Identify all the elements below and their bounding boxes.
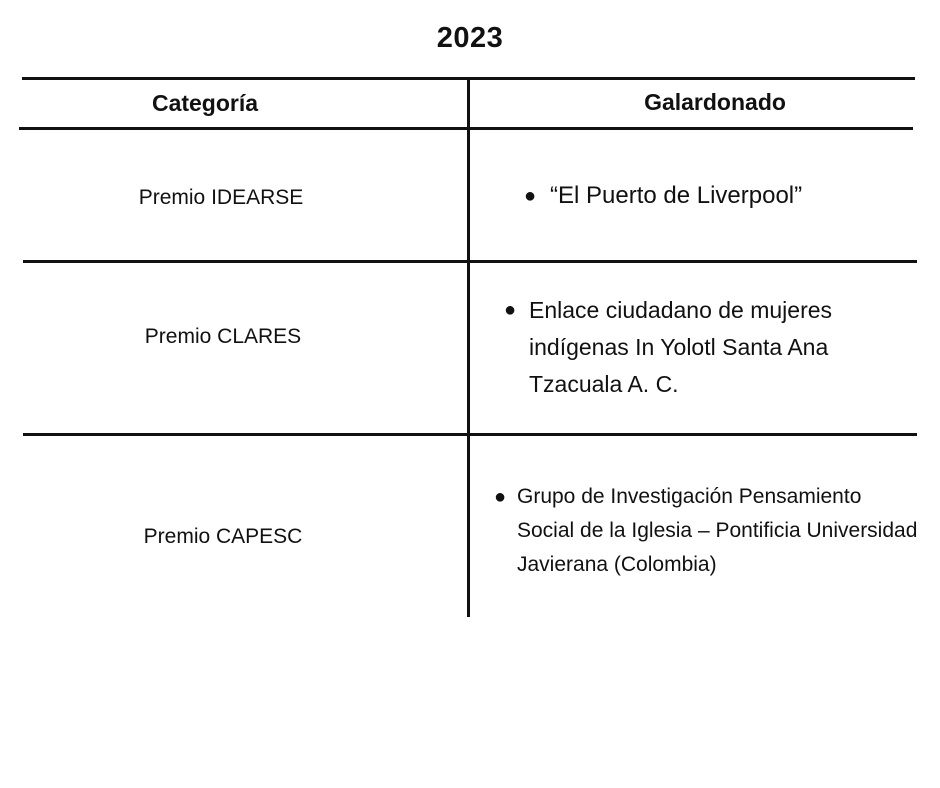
column-divider <box>467 79 470 617</box>
awardee-text: Grupo de Investigación Pensamiento Social de la Iglesia – Pontificia Universidad Javierana (Colombia) <box>517 485 918 576</box>
awardee-cell <box>494 480 924 582</box>
awardee-cell <box>524 181 904 211</box>
column-header-category: Categoría <box>151 90 259 116</box>
awardee-text: Enlace ciudadano de mujeres indígenas In Yolotl Santa Ana Tzacuala A. C. <box>529 297 833 397</box>
row-divider-2 <box>23 433 917 436</box>
category-cell: Premio IDEARSE <box>138 186 304 209</box>
bullet-icon: ● <box>504 299 517 321</box>
bullet-icon: ● <box>494 486 507 508</box>
awardee-cell <box>504 292 882 403</box>
header-rule <box>19 127 913 130</box>
category-cell: Premio CLARES <box>144 325 302 348</box>
awardee-text: “El Puerto de Liverpool” <box>550 182 803 209</box>
bullet-icon: ● <box>524 185 537 207</box>
row-divider-1 <box>23 260 917 263</box>
column-header-awardee: Galardonado <box>644 89 786 115</box>
table-title-year: 2023 <box>436 22 504 54</box>
category-cell: Premio CAPESC <box>143 525 303 548</box>
